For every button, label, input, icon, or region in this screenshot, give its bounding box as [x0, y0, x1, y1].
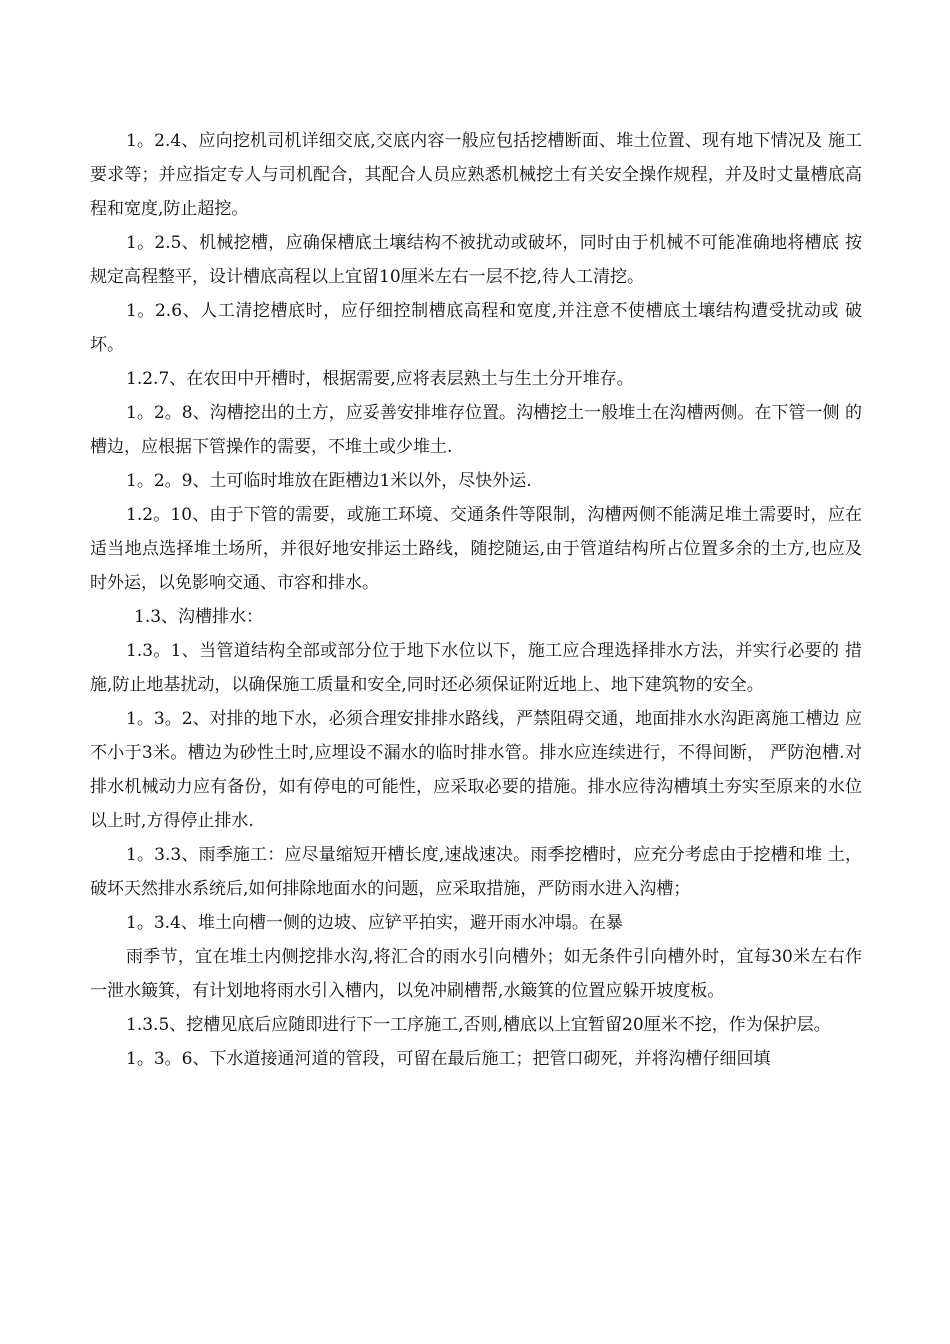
paragraph-1-2-4: 1。2.4、应向挖机司机详细交底,交底内容一般应包括挖槽断面、堆土位置、现有地下情况及 施工要求等；并应指定专人与司机配合，其配合人员应熟悉机械挖土有关安全操作规程，并及时丈量槽底高程和宽度,防止超挖。: [90, 131, 862, 219]
paragraph-1-3-4: 1。3.4、堆土向槽一侧的边坡、应铲平拍实，避开雨水冲塌。在暴: [126, 913, 623, 933]
paragraph-1-2-6: 1。2.6、人工清挖槽底时，应仔细控制槽底高程和宽度,并注意不使槽底土壤结构遭受扰动或 破坏。: [90, 301, 862, 355]
paragraph-1-3-1: 1.3。1、当管道结构全部或部分位于地下水位以下，施工应合理选择排水方法，并实行必要的 措施,防止地基扰动，以确保施工质量和安全,同时还必须保证附近地上、地下建筑物的安全。: [90, 641, 862, 695]
paragraph-1-3-5: 1.3.5、挖槽见底后应随即进行下一工序施工,否则,槽底以上宜暂留20厘米不挖，作为保护层。: [126, 1015, 831, 1035]
section-heading-1-3: 1.3、沟槽排水：: [134, 607, 264, 627]
paragraph-1-2-10: 1.2。10、由于下管的需要，或施工环境、交通条件等限制，沟槽两侧不能满足堆土需要时，应在适当地点选择堆土场所，并很好地安排运土路线，随挖随运,由于管道结构所占位置多余的土方,也应及时外运，以免影响交通、市容和排水。: [90, 505, 862, 593]
paragraph-1-3-2: 1。3。2、对排的地下水，必须合理安排排水路线，严禁阻碍交通，地面排水水沟距离施工槽边 应不小于3米。槽边为砂性土时,应埋设不漏水的临时排水管。排水应连续进行，不得间断， 严防泡槽.对排水机械动力应有备份，如有停电的可能性，应采取必要的措施。排水应待沟槽填土夯实至原来的水位以上时,方得停止排水.: [90, 709, 862, 831]
paragraph-1-2-8: 1。2。8、沟槽挖出的土方，应妥善安排堆存位置。沟槽挖土一般堆土在沟槽两侧。在下管一侧 的槽边，应根据下管操作的需要，不堆土或少堆土.: [90, 403, 862, 457]
paragraph-1-3-4-continued: 雨季节，宜在堆土内侧挖排水沟,将汇合的雨水引向槽外；如无条件引向槽外时，宜每30米左右作一泄水簸箕，有计划地将雨水引入槽内，以免冲刷槽帮,水簸箕的位置应躲开坡度板。: [90, 947, 862, 1001]
paragraph-1-2-5: 1。2.5、机械挖槽，应确保槽底土壤结构不被扰动或破坏，同时由于机械不可能准确地将槽底 按规定高程整平，设计槽底高程以上宜留10厘米左右一层不挖,待人工清挖。: [90, 233, 862, 287]
paragraph-1-3-3: 1。3.3、雨季施工：应尽量缩短开槽长度,速战速决。雨季挖槽时，应充分考虑由于挖槽和堆 土，破坏天然排水系统后,如何排除地面水的问题，应采取措施，严防雨水进入沟槽；: [90, 845, 862, 899]
document-body: [90, 124, 862, 1076]
paragraph-1-2-7: 1.2.7、在农田中开槽时，根据需要,应将表层熟土与生土分开堆存。: [126, 369, 634, 389]
paragraph-1-3-6: 1。3。6、下水道接通河道的管段，可留在最后施工；把管口砌死，并将沟槽仔细回填: [126, 1049, 771, 1069]
paragraph-1-2-9: 1。2。9、土可临时堆放在距槽边1米以外，尽快外运.: [126, 471, 532, 491]
